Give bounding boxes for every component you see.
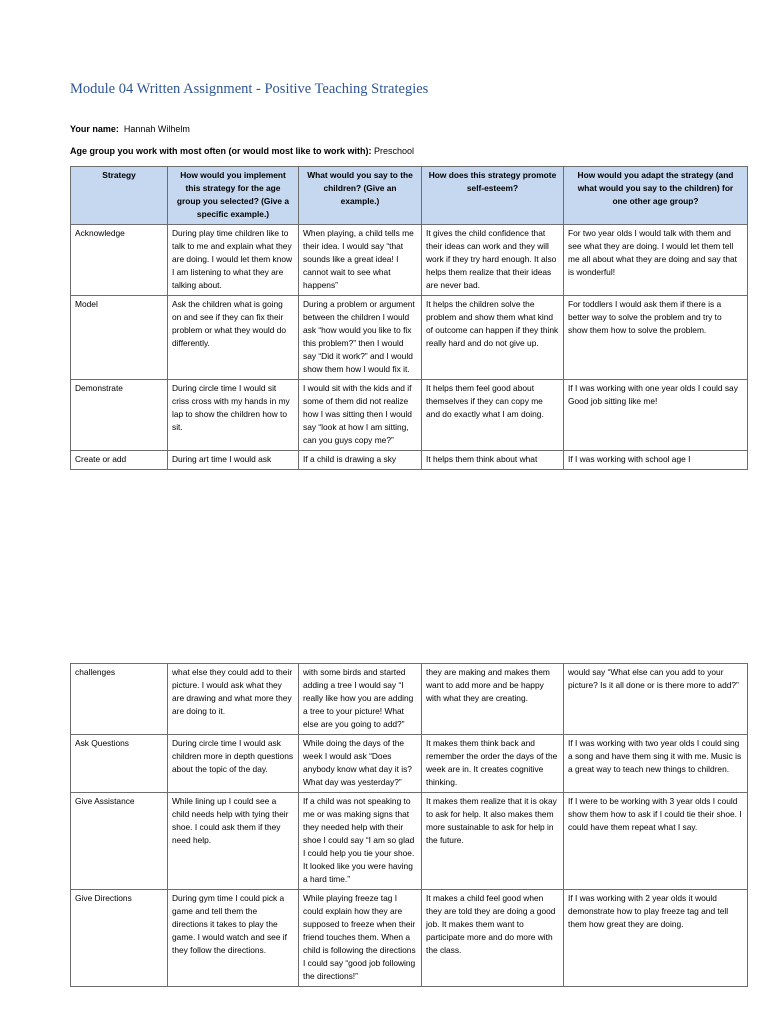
table-cell: Ask the children what is going on and see if they can fix their problem or what they would do differently.: [168, 296, 299, 380]
table-cell: During circle time I would ask children more in depth questions about the topic of the day.: [168, 735, 299, 793]
name-line: [70, 124, 190, 134]
table-cell: It helps them feel good about themselves if they can copy me and do exactly what I am doing.: [422, 380, 564, 451]
table-cell: If I was working with two year olds I could sing a song and have them sing it with me. Music is a great way to teach new things to children.: [564, 735, 748, 793]
table-row: [71, 890, 748, 987]
table-cell: Acknowledge: [71, 225, 168, 296]
table-cell: If I was working with one year olds I could say Good job sitting like me!: [564, 380, 748, 451]
table-cell: It helps them think about what: [422, 451, 564, 470]
table-cell: It makes a child feel good when they are told they are doing a good job. It makes them want to participate more and do more with the class.: [422, 890, 564, 987]
table-cell: It makes them realize that it is okay to ask for help. It also makes them more sustainable to ask for help in the future.: [422, 793, 564, 890]
table-cell: During play time children like to talk to me and explain what they are doing. I would let them know I am listening to what they are talking about.: [168, 225, 299, 296]
table-cell: Give Directions: [71, 890, 168, 987]
table-cell: During a problem or argument between the children I would ask “how would you like to fix this problem?” then I would say “Did it work?” and I would show them how I would fix it.: [299, 296, 422, 380]
table-cell: For two year olds I would talk with them and see what they are doing. I would let them tell me all about what they are doing and say that is wonderful!: [564, 225, 748, 296]
table-cell: If a child was not speaking to me or was making signs that they needed help with their shoe I could say “I am so glad I could help you tie your shoe. It looked like you were having a hard time.”: [299, 793, 422, 890]
table-row: [71, 380, 748, 451]
header-adapt: How would you adapt the strategy (and what would you say to the children) for one other age group?: [564, 167, 748, 225]
table-cell: During gym time I could pick a game and tell them the directions it takes to play the game. I would watch and see if they follow the directions.: [168, 890, 299, 987]
table-cell: While lining up I could see a child needs help with tying their shoe. I could ask them if they need help.: [168, 793, 299, 890]
table-cell: I would sit with the kids and if some of them did not realize how I was sitting then I would say “look at how I am sitting, can you guys copy me?”: [299, 380, 422, 451]
table-cell: It makes them think back and remember the order the days of the week are in. It creates cognitive thinking.: [422, 735, 564, 793]
page1-table-clip: [0, 166, 768, 512]
table-cell: While doing the days of the week I would ask “Does anybody know what day it is? What day was yesterday?”: [299, 735, 422, 793]
table-cell: When playing, a child tells me their idea. I would say “that sounds like a great idea! I cannot wait to see what happens”: [299, 225, 422, 296]
header-strategy: Strategy: [71, 167, 168, 225]
table-cell: While playing freeze tag I could explain how they are supposed to freeze when their friend touches them. When a child is following the directions I could say “good job following the directions!”: [299, 890, 422, 987]
name-value: Hannah Wilhelm: [123, 124, 190, 134]
table-cell: During art time I would ask: [168, 451, 299, 470]
name-label: Your name:: [70, 124, 119, 134]
table-cell: what else they could add to their picture. I would ask what they are drawing and what more they are doing to it.: [168, 664, 299, 735]
table-cell: Model: [71, 296, 168, 380]
age-group-label: Age group you work with most often (or would most like to work with):: [70, 146, 372, 156]
table-row: [71, 793, 748, 890]
table-row: [71, 296, 748, 380]
header-implement: How would you implement this strategy for the age group you selected? (Give a specific example.): [168, 167, 299, 225]
strategies-table-page1: [70, 166, 748, 470]
table-cell: Demonstrate: [71, 380, 168, 451]
table-cell: they are making and makes them want to add more and be happy with what they are creating.: [422, 664, 564, 735]
page2-table-clip: [0, 663, 768, 1024]
table-cell: challenges: [71, 664, 168, 735]
page-title: Module 04 Written Assignment - Positive Teaching Strategies: [70, 81, 429, 97]
table-cell: It helps the children solve the problem and show them what kind of outcome can happen if they think really hard and do not give up.: [422, 296, 564, 380]
age-group-value: Preschool: [374, 146, 415, 156]
table-cell: For toddlers I would ask them if there is a better way to solve the problem and try to show them how to solve the problem.: [564, 296, 748, 380]
table-cell: Create or add: [71, 451, 168, 470]
header-say: What would you say to the children? (Give an example.): [299, 167, 422, 225]
table-cell: If I was working with school age I: [564, 451, 748, 470]
header-row: [71, 167, 748, 225]
table-cell: Ask Questions: [71, 735, 168, 793]
table-cell: Give Assistance: [71, 793, 168, 890]
table-cell: would say “What else can you add to your picture? Is it all done or is there more to add?”: [564, 664, 748, 735]
age-group-line: [70, 146, 414, 156]
strategies-table-page2: [70, 663, 748, 987]
table-row: [71, 225, 748, 296]
table-cell: If I were to be working with 3 year olds I could show them how to ask if I could tie their shoe. I could have them repeat what I say.: [564, 793, 748, 890]
header-self-esteem: How does this strategy promote self-esteem?: [422, 167, 564, 225]
table-row: [71, 664, 748, 735]
table-cell: with some birds and started adding a tree I would say “I really like how you are adding a tree to your picture! What else are you going to add?”: [299, 664, 422, 735]
table-row: [71, 451, 748, 470]
table-cell: It gives the child confidence that their ideas can work and they will work if they try hard enough. It also helps them realize that their ideas are never bad.: [422, 225, 564, 296]
table-row: [71, 735, 748, 793]
table-cell: During circle time I would sit criss cross with my hands in my lap to show the children how to sit.: [168, 380, 299, 451]
table-cell: If I was working with 2 year olds it would demonstrate how to play freeze tag and tell them how great they are doing.: [564, 890, 748, 987]
table-cell: If a child is drawing a sky: [299, 451, 422, 470]
